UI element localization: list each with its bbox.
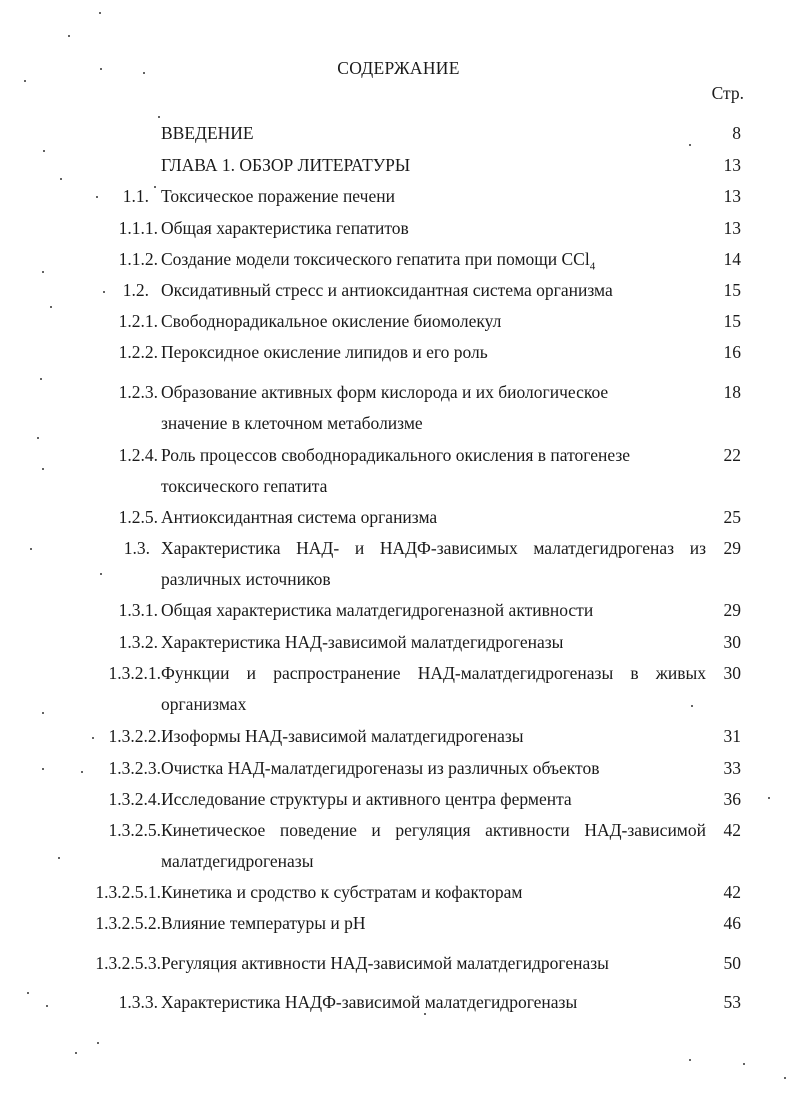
toc-entry-number: 1.2.5.	[118, 507, 158, 527]
toc-entry-page: 30	[723, 632, 741, 652]
toc-entry-number: 1.3.2.5.	[108, 820, 161, 840]
toc-entry-title: Характеристика НАДФ-зависимой малатдегидрогеназы	[161, 992, 578, 1012]
toc-entry-number: 1.3.3.	[118, 992, 158, 1012]
toc-entry-number: 1.2.2.	[118, 342, 158, 362]
toc-entry-title: Изоформы НАД-зависимой малатдегидрогеназы	[161, 726, 524, 746]
toc-entry-title: Свободнорадикальное окисление биомолекул	[161, 311, 502, 331]
toc-entry-title: Образование активных форм кислорода и их биологическое значение в клеточном метаболизме	[161, 382, 609, 433]
toc-entry-title: Антиоксидантная система организма	[161, 507, 438, 527]
toc-entry-page: 30	[723, 663, 741, 683]
toc-entry-title: Кинетическое поведение и регуляция активности НАД-зависимой малатдегидрогеназы	[161, 820, 706, 871]
toc-entry-page: 36	[723, 789, 741, 809]
toc-entry-title: Токсическое поражение печени	[161, 186, 395, 206]
toc-entry-number: 1.3.2.5.3.	[95, 953, 161, 973]
toc-entry-number: 1.3.1.	[118, 600, 158, 620]
toc-entry-page: 15	[723, 311, 741, 331]
toc-entry-page: 31	[723, 726, 741, 746]
toc-entry-title: Общая характеристика малатдегидрогеназной активности	[161, 600, 594, 620]
page-title: СОДЕРЖАНИЕ	[337, 58, 460, 78]
toc-entry-title: Характеристика НАД- и НАДФ-зависимых малатдегидрогеназ из различных источников	[161, 538, 706, 589]
toc-entry-page: 22	[723, 445, 741, 465]
toc-entry-number: 1.3.2.	[118, 632, 158, 652]
toc-entry-number: 1.2.	[122, 280, 149, 300]
toc-entry-page: 16	[723, 342, 741, 362]
page-column-label: Стр.	[711, 83, 744, 103]
toc-entry-title: ВВЕДЕНИЕ	[161, 123, 254, 143]
toc-entry-title: Очистка НАД-малатдегидрогеназы из различных объектов	[161, 758, 600, 778]
toc-entry-page: 14	[723, 249, 741, 269]
toc-entry-page: 15	[723, 280, 741, 300]
toc-entry-page: 18	[723, 382, 741, 402]
toc-entry-number: 1.3.2.5.1.	[95, 882, 161, 902]
toc-entry-number: 1.1.2.	[118, 249, 158, 269]
toc-entry-number: 1.2.3.	[118, 382, 158, 402]
toc-entry-page: 53	[723, 992, 741, 1012]
toc-entry-page: 46	[723, 913, 741, 933]
toc-entry-title: Общая характеристика гепатитов	[161, 218, 409, 238]
toc-entry-page: 42	[723, 882, 741, 902]
toc-entry-number: 1.3.2.4.	[108, 789, 161, 809]
toc-entry-page: 50	[723, 953, 741, 973]
toc-entry-title: Создание модели токсического гепатита при помощи CCl$_4$	[161, 249, 596, 273]
toc-entry-number: 1.1.1.	[118, 218, 158, 238]
toc-entry-title: ГЛАВА 1. ОБЗОР ЛИТЕРАТУРЫ	[161, 155, 411, 175]
toc-entry-title: Функции и распространение НАД-малатдегидрогеназы в живых организмах	[161, 663, 706, 714]
toc-entry-page: 25	[723, 507, 741, 527]
toc-entry-page: 29	[723, 538, 741, 558]
toc-entry-title: Кинетика и сродство к субстратам и кофакторам	[161, 882, 523, 902]
toc-entry-page: 29	[723, 600, 741, 620]
toc-entry-page: 42	[723, 820, 741, 840]
toc-entry-number: 1.2.4.	[118, 445, 158, 465]
toc-entry-number: 1.2.1.	[118, 311, 158, 331]
toc-entry-number: 1.3.2.5.2.	[95, 913, 161, 933]
toc-entry-number: 1.1.	[122, 186, 149, 206]
toc-entry-title: Исследование структуры и активного центра фермента	[161, 789, 572, 809]
toc-entry-title: Влияние температуры и pH	[161, 913, 366, 933]
toc-entry-page: 8	[732, 123, 741, 143]
toc-entry-title: Роль процессов свободнорадикального окисления в патогенезе токсического гепатита	[161, 445, 630, 496]
toc-entry-page: 13	[723, 186, 741, 206]
toc-entry-number: 1.3.	[123, 538, 150, 558]
toc-entry-title: Регуляция активности НАД-зависимой малатдегидрогеназы	[161, 953, 609, 973]
toc-entry-title: Пероксидное окисление липидов и его роль	[161, 342, 488, 362]
toc-entry-page: 33	[723, 758, 741, 778]
toc-entry-number: 1.3.2.3.	[108, 758, 161, 778]
toc-entry-title: Оксидативный стресс и антиоксидантная система организма	[161, 280, 613, 300]
toc-entry-number: 1.3.2.1.	[108, 663, 161, 683]
toc-entry-page: 13	[723, 218, 741, 238]
toc-entry-number: 1.3.2.2.	[108, 726, 161, 746]
toc-entry-title: Характеристика НАД-зависимой малатдегидрогеназы	[161, 632, 564, 652]
toc-entry-page: 13	[723, 155, 741, 175]
